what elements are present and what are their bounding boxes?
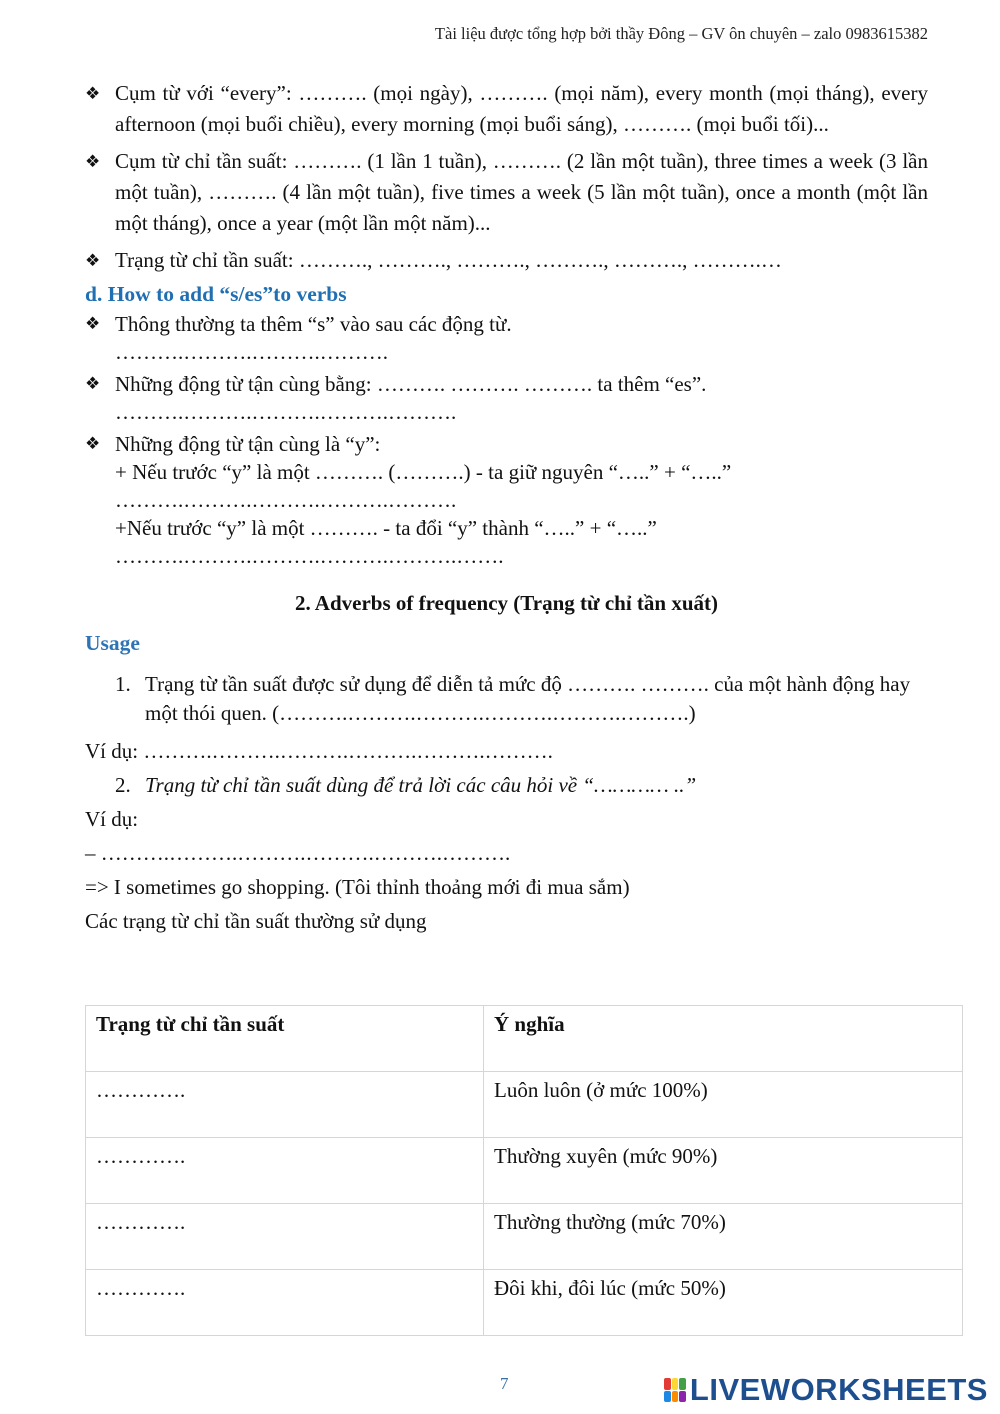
bullet-text: Những động từ tận cùng bằng: ………. ………. ………. ta thêm “es”.: [115, 372, 707, 396]
usage-heading: Usage: [85, 631, 140, 655]
bullet-text: Trạng từ chỉ tần suất: ………., ………., ………., ………., ………., ……….…: [115, 248, 782, 272]
example-2-answer: => I sometimes go shopping. (Tôi thỉnh thoảng mới đi mua sắm): [85, 875, 630, 899]
bullet-text: Cụm từ chỉ tần suất: ………. (1 lần 1 tuần), ………. (2 lần một tuần), three times a week (3 lần một tuần), ………. (4 lần một tuần), five times a week (5 lần một tuần), once a month (một lần một tháng), once a year (một lần một năm)...: [115, 149, 928, 235]
meaning-cell: Luôn luôn (ở mức 100%): [484, 1072, 963, 1138]
diamond-bullet-icon: ❖: [85, 434, 101, 453]
answer-blank: ……….……….……….……….……….: [115, 488, 457, 512]
meaning-cell: Đôi khi, đôi lúc (mức 50%): [484, 1270, 963, 1336]
bullet-text: Thông thường ta thêm “s” vào sau các động từ.: [115, 312, 512, 336]
table-row: [86, 1270, 963, 1336]
meaning-cell: Thường thường (mức 70%): [484, 1204, 963, 1270]
answer-blank: ……….……….……….……….: [115, 340, 388, 364]
frequency-table-container: [85, 1005, 963, 1336]
item-number: 1.: [115, 672, 131, 696]
usage-item-2: [85, 768, 928, 802]
diamond-bullet-icon: ❖: [85, 374, 101, 393]
answer-blank: ……….……….……….……….……….…….: [115, 544, 504, 568]
rule-y-keep: + Nếu trước “y” là một ………. (……….) - ta giữ nguyên “…..” + “…..”: [115, 460, 732, 484]
table-row: [86, 1138, 963, 1204]
liveworksheets-logo[interactable]: [664, 1372, 988, 1408]
logo-block: [664, 1391, 671, 1403]
logo-block: [679, 1391, 686, 1403]
example-2-label: Ví dụ:: [85, 807, 139, 831]
usage-item-1: [85, 670, 928, 728]
example-2-blank: – ……….……….……….……….……….……….: [85, 841, 511, 865]
adverb-blank: ………….: [86, 1138, 484, 1204]
bullet-every-phrases: [85, 78, 928, 140]
bullet-text: Những động từ tận cùng là “y”:: [115, 432, 381, 456]
bullet-add-es: [85, 370, 928, 426]
diamond-bullet-icon: ❖: [85, 251, 101, 270]
diamond-bullet-icon: ❖: [85, 152, 101, 171]
item-text: Trạng từ tần suất được sử dụng để diễn tả mức độ ………. ………. của một hành động hay một thói quen. (……….……….……….……….……….……….): [145, 672, 911, 725]
logo-block: [664, 1378, 671, 1390]
bullet-add-s: [85, 310, 928, 366]
brand-name: LIVEWORKSHEETS: [689, 1372, 988, 1407]
adverb-blank: ………….: [86, 1270, 484, 1336]
adverb-blank: ………….: [86, 1204, 484, 1270]
common-adverbs-label: Các trạng từ chỉ tần suất thường sử dụng: [85, 909, 427, 933]
table-row: [86, 1204, 963, 1270]
item-text: Trạng từ chỉ tần suất dùng để trả lời các câu hỏi về “………… ..”: [145, 773, 697, 797]
bullet-frequency-adverbs: [85, 245, 928, 276]
logo-block: [679, 1378, 686, 1390]
item-number: 2.: [115, 773, 131, 797]
table-header-row: [86, 1006, 963, 1072]
section-d-title: d. How to add “s/es”to verbs: [85, 282, 347, 306]
liveworksheets-logo-icon: [664, 1378, 686, 1402]
worksheet-content: [85, 78, 928, 938]
section-2-title: 2. Adverbs of frequency (Trạng từ chỉ tần xuất): [294, 591, 719, 615]
header-meaning: Ý nghĩa: [484, 1006, 963, 1072]
bullet-text: Cụm từ với “every”: ………. (mọi ngày), ………. (mọi năm), every month (mọi tháng), every afternoon (mọi buổi chiều), every morning (mọi buổi sáng), ………. (mọi buổi tối)...: [115, 81, 928, 136]
diamond-bullet-icon: ❖: [85, 314, 101, 333]
answer-blank: ……….……….……….……….……….: [115, 400, 457, 424]
logo-block: [672, 1391, 679, 1403]
frequency-table: [85, 1005, 963, 1336]
adverb-blank: ………….: [86, 1072, 484, 1138]
meaning-cell: Thường xuyên (mức 90%): [484, 1138, 963, 1204]
page-number: 7: [500, 1374, 509, 1393]
bullet-ending-y: [85, 430, 928, 570]
diamond-bullet-icon: ❖: [85, 84, 101, 103]
header-adverb: Trạng từ chỉ tần suất: [86, 1006, 484, 1072]
bullet-frequency-phrases: [85, 146, 928, 239]
rule-y-change: +Nếu trước “y” là một ………. - ta đổi “y” thành “…..” + “…..”: [115, 516, 657, 540]
page-header: Tài liệu được tổng hợp bởi thầy Đông – GV ôn chuyên – zalo 0983615382: [434, 24, 928, 43]
logo-block: [672, 1378, 679, 1390]
table-row: [86, 1072, 963, 1138]
example-1: Ví dụ: ……….……….……….……….……….……….: [85, 739, 553, 763]
